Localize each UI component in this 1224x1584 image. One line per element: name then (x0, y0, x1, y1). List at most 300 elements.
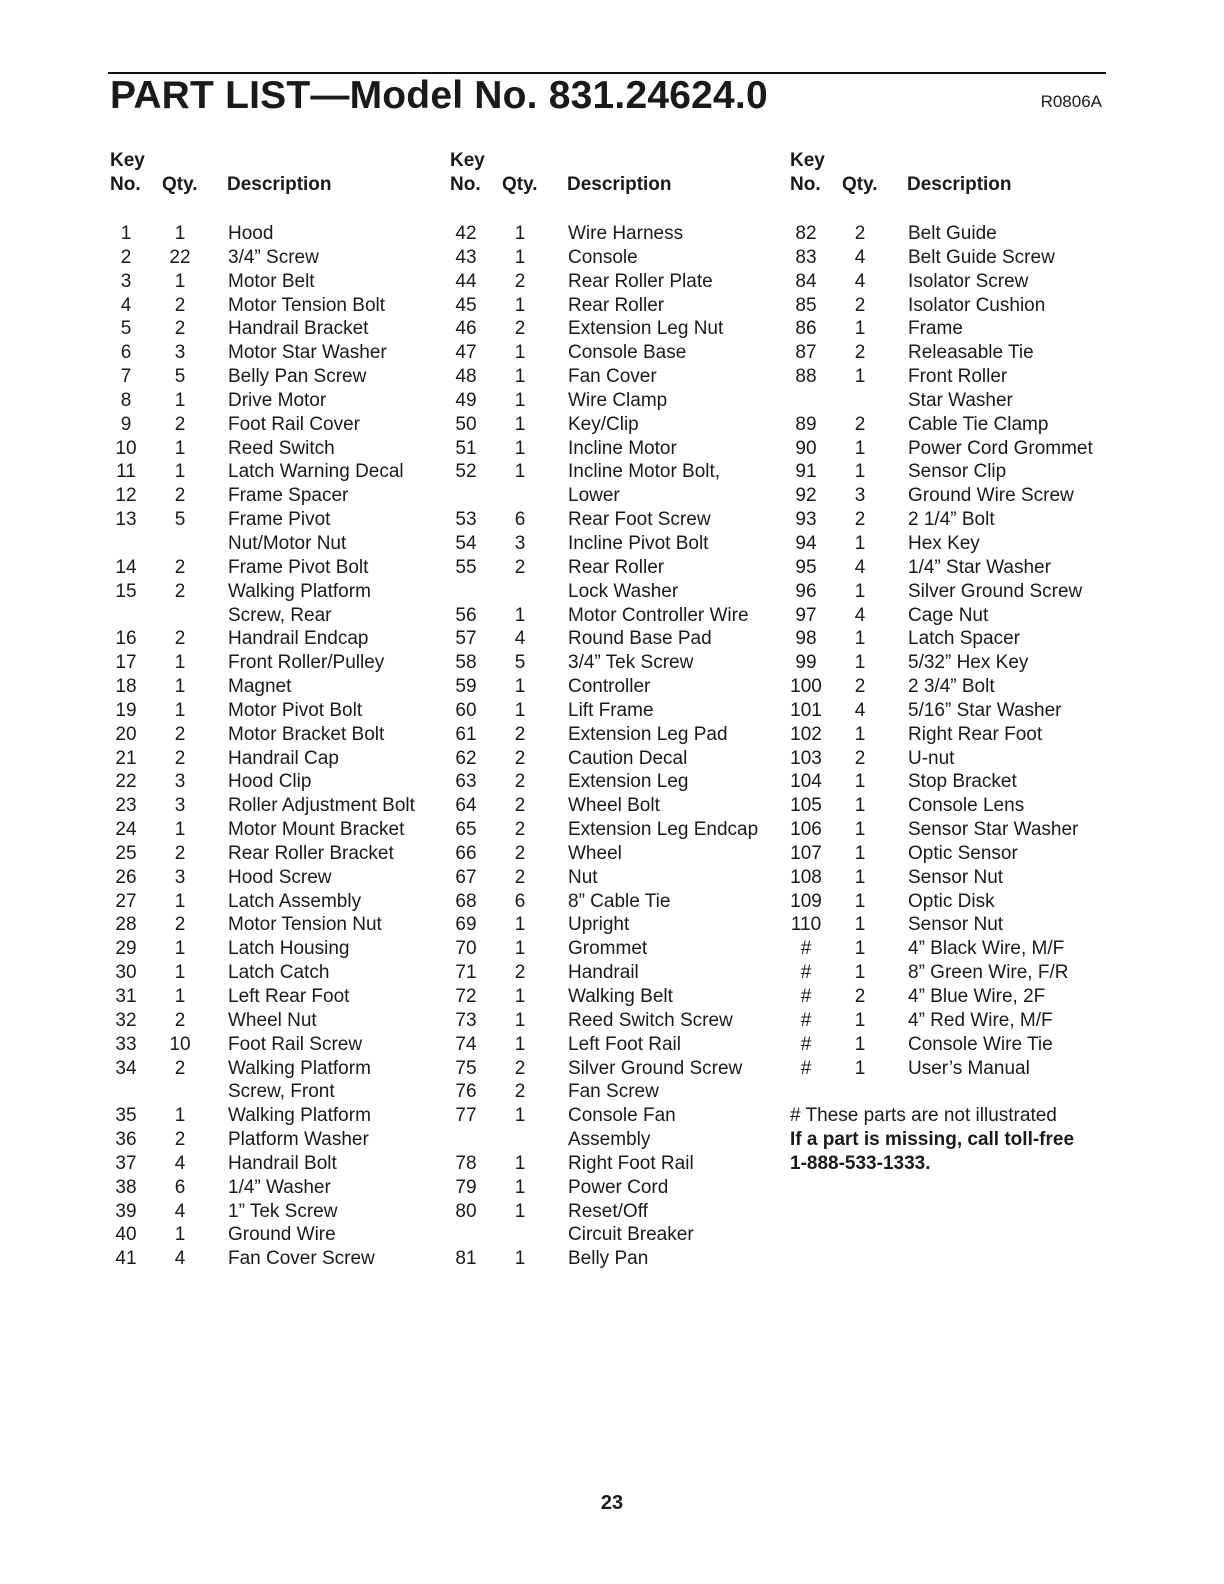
part-row (110, 1223, 440, 1247)
part-key-number: 21 (115, 747, 137, 769)
part-row (790, 365, 1120, 389)
part-row (450, 556, 780, 580)
part-description: 3/4” Screw (228, 246, 319, 268)
part-key-number: 83 (795, 246, 817, 268)
part-description: Right Foot Rail (568, 1152, 694, 1174)
header-key: Key (110, 150, 145, 171)
part-row (110, 1033, 440, 1057)
part-quantity: 1 (854, 1057, 866, 1079)
part-key-number: 37 (115, 1152, 137, 1174)
part-description: Extension Leg (568, 771, 689, 793)
part-row (790, 1009, 1120, 1033)
part-description: Assembly (568, 1129, 651, 1151)
part-row (450, 1176, 780, 1200)
part-quantity: 1 (854, 532, 866, 554)
part-description: 1/4” Washer (228, 1176, 331, 1198)
part-key-number: 22 (115, 771, 137, 793)
part-description: 1/4” Star Washer (908, 556, 1051, 578)
part-description: Frame (908, 318, 963, 340)
part-description: 8” Green Wire, F/R (908, 962, 1069, 984)
part-row (790, 532, 1120, 556)
part-description: Walking Platform (228, 1105, 371, 1127)
part-description: Latch Assembly (228, 890, 362, 912)
part-quantity: 1 (514, 699, 526, 721)
part-row (110, 484, 440, 508)
part-quantity: 1 (854, 1009, 866, 1031)
part-row (450, 651, 780, 675)
part-row (450, 699, 780, 723)
part-row (790, 341, 1120, 365)
part-quantity: 4 (854, 699, 866, 721)
part-key-number: 31 (115, 986, 137, 1007)
part-quantity: 1 (854, 819, 866, 841)
part-description: Rear Roller Plate (568, 270, 713, 292)
part-description: 4” Red Wire, M/F (908, 1009, 1053, 1031)
parts-column-2 (450, 150, 780, 1271)
part-row (450, 222, 780, 246)
part-quantity: 1 (174, 223, 186, 244)
part-description: Power Cord Grommet (908, 437, 1093, 459)
part-key-number: 1 (120, 223, 132, 244)
column-header (110, 150, 440, 222)
part-key-number: 3 (120, 270, 132, 292)
part-key-number: 78 (455, 1152, 477, 1174)
part-quantity: 2 (174, 1009, 186, 1031)
part-key-number: 54 (455, 532, 477, 554)
header-description: Description (907, 174, 1012, 195)
part-description: Sensor Nut (908, 866, 1004, 888)
header-no: No. (110, 174, 141, 195)
part-description: Sensor Nut (908, 914, 1004, 936)
part-description: Extension Leg Nut (568, 318, 724, 340)
part-key-number: 89 (795, 413, 817, 435)
part-key-number: 63 (455, 771, 477, 793)
part-row (110, 651, 440, 675)
part-row (450, 842, 780, 866)
part-row (450, 1247, 780, 1271)
part-key-number: 94 (795, 532, 817, 554)
part-quantity: 1 (174, 986, 186, 1007)
part-description: Optic Disk (908, 890, 995, 912)
part-row (790, 580, 1120, 604)
part-description: Frame Pivot (228, 509, 331, 531)
part-row (450, 937, 780, 961)
part-key-number: 53 (455, 509, 477, 531)
part-quantity: 4 (174, 1152, 186, 1174)
part-row (450, 1009, 780, 1033)
part-description: Handrail Endcap (228, 628, 369, 650)
part-quantity: 22 (169, 246, 191, 268)
part-row (450, 1200, 780, 1224)
part-row (450, 389, 780, 413)
part-key-number: 108 (790, 866, 822, 888)
part-description: 2 1/4” Bolt (908, 509, 995, 531)
part-quantity: 2 (854, 509, 866, 531)
part-description: Front Roller (908, 366, 1008, 388)
column-header (450, 150, 780, 222)
part-row (110, 437, 440, 461)
part-quantity: 3 (514, 532, 526, 554)
part-quantity: 2 (174, 1129, 186, 1151)
part-key-number: 81 (455, 1248, 477, 1270)
part-row (450, 317, 780, 341)
part-key-number: 27 (115, 890, 137, 912)
part-row (790, 651, 1120, 675)
part-row (110, 1247, 440, 1271)
part-key-number: 58 (455, 652, 477, 674)
part-key-number: 56 (455, 604, 477, 626)
part-quantity: 1 (514, 437, 526, 459)
part-quantity: 1 (514, 986, 526, 1007)
part-key-number: 75 (455, 1057, 477, 1079)
part-row (110, 532, 440, 556)
header-key: Key (790, 150, 825, 171)
part-key-number: 85 (795, 294, 817, 316)
part-description: Frame Spacer (228, 485, 349, 507)
part-row (450, 460, 780, 484)
part-row (790, 484, 1120, 508)
part-quantity: 2 (174, 842, 186, 864)
part-row (790, 1033, 1120, 1057)
part-quantity: 2 (174, 747, 186, 769)
part-key-number: # (800, 938, 812, 960)
part-quantity: 2 (854, 676, 866, 698)
part-key-number: 10 (115, 437, 137, 459)
part-key-number: 95 (795, 556, 817, 578)
part-key-number: 8 (120, 389, 132, 411)
part-key-number: 74 (455, 1033, 477, 1055)
part-description: Incline Motor (568, 437, 677, 459)
part-description: Ground Wire Screw (908, 485, 1074, 507)
part-row (790, 1057, 1120, 1081)
part-key-number: 104 (790, 771, 822, 793)
part-description: Console Base (568, 342, 687, 364)
part-quantity: 1 (854, 723, 866, 745)
part-key-number: 52 (455, 461, 477, 483)
part-quantity: 1 (174, 890, 186, 912)
part-key-number: 61 (455, 723, 477, 745)
part-key-number: 107 (790, 842, 822, 864)
part-row (790, 890, 1120, 914)
part-key-number: # (800, 1033, 812, 1055)
part-description: Roller Adjustment Bolt (228, 795, 415, 817)
part-description: Latch Warning Decal (228, 461, 404, 483)
part-row (790, 985, 1120, 1009)
part-quantity: 1 (174, 1105, 186, 1127)
part-quantity: 1 (854, 866, 866, 888)
part-quantity: 1 (514, 223, 526, 244)
part-key-number: 65 (455, 819, 477, 841)
part-description: Hood (228, 223, 274, 244)
part-quantity: 1 (854, 962, 866, 984)
part-row (790, 508, 1120, 532)
part-key-number: 87 (795, 342, 817, 364)
part-key-number: 39 (115, 1200, 137, 1222)
part-description: Lower (568, 485, 620, 507)
part-description: Optic Sensor (908, 842, 1018, 864)
part-row (110, 1009, 440, 1033)
part-row (110, 222, 440, 246)
part-row (110, 508, 440, 532)
part-row (110, 270, 440, 294)
part-quantity: 1 (854, 842, 866, 864)
part-row (790, 866, 1120, 890)
part-description: Circuit Breaker (568, 1224, 694, 1246)
part-quantity: 6 (174, 1176, 186, 1198)
part-quantity: 1 (514, 914, 526, 936)
part-key-number: 4 (120, 294, 132, 316)
part-quantity: 4 (514, 628, 526, 650)
part-key-number: 70 (455, 938, 477, 960)
part-key-number: # (800, 1009, 812, 1031)
part-quantity: 1 (854, 771, 866, 793)
part-key-number: 38 (115, 1176, 137, 1198)
part-key-number: 103 (790, 747, 822, 769)
part-row (450, 294, 780, 318)
part-row (790, 246, 1120, 270)
part-description: Belly Pan (568, 1248, 649, 1270)
part-description: Nut (568, 866, 598, 888)
part-quantity: 1 (514, 1248, 526, 1270)
part-description: Screw, Front (228, 1081, 335, 1103)
part-description: 4” Blue Wire, 2F (908, 986, 1046, 1007)
part-quantity: 1 (514, 461, 526, 483)
part-quantity: 2 (514, 270, 526, 292)
part-row (790, 222, 1120, 246)
header-description: Description (567, 174, 672, 195)
part-quantity: 1 (854, 461, 866, 483)
part-row (110, 937, 440, 961)
part-description: Fan Cover Screw (228, 1248, 375, 1270)
part-key-number: 25 (115, 842, 137, 864)
part-key-number: 16 (115, 628, 137, 650)
part-row (110, 317, 440, 341)
part-quantity: 5 (174, 509, 186, 531)
part-row (450, 365, 780, 389)
part-key-number: # (800, 986, 812, 1007)
part-description: Hood Clip (228, 771, 312, 793)
part-description: Platform Washer (228, 1129, 369, 1151)
part-row (790, 460, 1120, 484)
part-quantity: 1 (174, 652, 186, 674)
part-row (790, 437, 1120, 461)
part-quantity: 1 (854, 938, 866, 960)
part-row (110, 890, 440, 914)
part-description: Walking Platform (228, 1057, 371, 1079)
part-key-number: 96 (795, 580, 817, 602)
part-key-number: 98 (795, 628, 817, 650)
part-quantity: 2 (514, 1057, 526, 1079)
part-row (110, 556, 440, 580)
page-title: PART LIST—Model No. 831.24624.0 (110, 74, 768, 117)
part-description: Frame Pivot Bolt (228, 556, 369, 578)
part-key-number: 105 (790, 795, 822, 817)
part-quantity: 1 (514, 1033, 526, 1055)
part-description: Belt Guide (908, 223, 997, 244)
part-row (450, 580, 780, 604)
part-quantity: 10 (169, 1033, 191, 1055)
part-row (110, 1080, 440, 1104)
part-quantity: 1 (514, 1009, 526, 1031)
part-quantity: 1 (174, 819, 186, 841)
part-key-number: 18 (115, 676, 137, 698)
part-description: Motor Star Washer (228, 342, 387, 364)
part-key-number: 73 (455, 1009, 477, 1031)
part-quantity: 2 (514, 795, 526, 817)
part-key-number: 88 (795, 366, 817, 388)
part-description: Incline Motor Bolt, (568, 461, 721, 483)
part-key-number: 57 (455, 628, 477, 650)
part-description: Stop Bracket (908, 771, 1017, 793)
part-row (450, 770, 780, 794)
part-row (110, 627, 440, 651)
part-description: Screw, Rear (228, 604, 332, 626)
part-row (450, 675, 780, 699)
part-quantity: 1 (514, 413, 526, 435)
part-row (110, 818, 440, 842)
part-row (450, 985, 780, 1009)
part-key-number: 35 (115, 1105, 137, 1127)
part-quantity: 1 (514, 389, 526, 411)
part-quantity: 2 (514, 723, 526, 745)
part-description: Lift Frame (568, 699, 654, 721)
part-quantity: 2 (174, 294, 186, 316)
part-key-number: 33 (115, 1033, 137, 1055)
part-description: Right Rear Foot (908, 723, 1043, 745)
part-row (790, 413, 1120, 437)
page-number: 23 (600, 1492, 624, 1514)
part-row (110, 580, 440, 604)
part-row (110, 866, 440, 890)
part-key-number: 40 (115, 1224, 137, 1246)
part-row (790, 270, 1120, 294)
part-description: Motor Bracket Bolt (228, 723, 385, 745)
missing-part-note: If a part is missing, call toll-free (790, 1129, 1075, 1151)
part-row (110, 842, 440, 866)
part-quantity: 2 (174, 318, 186, 340)
part-row (110, 1176, 440, 1200)
part-description: Hood Screw (228, 866, 332, 888)
part-quantity: 1 (514, 938, 526, 960)
part-key-number: 23 (115, 795, 137, 817)
part-quantity: 2 (514, 866, 526, 888)
part-quantity: 2 (174, 413, 186, 435)
part-description: Belly Pan Screw (228, 366, 367, 388)
part-key-number: 14 (115, 556, 137, 578)
part-description: Rear Roller Bracket (228, 842, 394, 864)
part-description: Handrail (568, 962, 639, 984)
part-description: Silver Ground Screw (568, 1057, 743, 1079)
part-key-number: 77 (455, 1105, 477, 1127)
part-row (450, 890, 780, 914)
part-quantity: 4 (854, 270, 866, 292)
part-description: Fan Screw (568, 1081, 659, 1103)
part-quantity: 1 (174, 270, 186, 292)
part-description: Wire Harness (568, 223, 684, 244)
header-no: No. (790, 174, 821, 195)
part-quantity: 1 (514, 604, 526, 626)
part-key-number: 20 (115, 723, 137, 745)
part-quantity: 4 (854, 604, 866, 626)
part-description: 4” Black Wire, M/F (908, 938, 1065, 960)
part-key-number: 99 (795, 652, 817, 674)
part-key-number: 84 (795, 270, 817, 292)
part-row (450, 913, 780, 937)
part-quantity: 1 (514, 1176, 526, 1198)
part-key-number: 67 (455, 866, 477, 888)
part-row (110, 723, 440, 747)
part-row (450, 1104, 780, 1128)
part-key-number: 13 (115, 509, 137, 531)
part-description: Lock Washer (568, 580, 679, 602)
part-key-number: 92 (795, 485, 817, 507)
part-row (110, 413, 440, 437)
part-quantity: 1 (854, 628, 866, 650)
part-quantity: 1 (854, 914, 866, 936)
part-row (790, 294, 1120, 318)
part-description: Belt Guide Screw (908, 246, 1055, 268)
part-quantity: 1 (514, 676, 526, 698)
part-description: Nut/Motor Nut (228, 532, 347, 554)
part-key-number: 79 (455, 1176, 477, 1198)
part-key-number: 80 (455, 1200, 477, 1222)
part-quantity: 1 (174, 962, 186, 984)
part-quantity: 2 (174, 1057, 186, 1079)
header-qty: Qty. (502, 174, 538, 195)
part-quantity: 1 (514, 342, 526, 364)
part-quantity: 1 (174, 437, 186, 459)
not-illustrated-note: # These parts are not illustrated (790, 1105, 1057, 1127)
part-quantity: 4 (174, 1248, 186, 1270)
part-quantity: 1 (854, 437, 866, 459)
part-row (450, 961, 780, 985)
part-row (790, 675, 1120, 699)
part-key-number: 62 (455, 747, 477, 769)
part-description: Motor Tension Nut (228, 914, 382, 936)
part-description: Releasable Tie (908, 342, 1034, 364)
part-description: Wheel (568, 842, 622, 864)
part-row (450, 437, 780, 461)
part-key-number: 106 (790, 819, 822, 841)
part-row (790, 961, 1120, 985)
part-key-number: 46 (455, 318, 477, 340)
part-description: Isolator Cushion (908, 294, 1046, 316)
part-key-number: 55 (455, 556, 477, 578)
part-quantity: 2 (514, 771, 526, 793)
part-description: Latch Catch (228, 962, 330, 984)
part-key-number: 50 (455, 413, 477, 435)
part-key-number: 90 (795, 437, 817, 459)
header-no: No. (450, 174, 481, 195)
part-quantity: 1 (514, 1152, 526, 1174)
part-key-number: 15 (115, 580, 137, 602)
phone-number: 1-888-533-1333. (790, 1153, 931, 1175)
part-quantity: 2 (174, 485, 186, 507)
part-description: Handrail Bolt (228, 1152, 337, 1174)
part-row (110, 389, 440, 413)
document-code: R0806A (1040, 92, 1102, 111)
part-quantity: 6 (514, 509, 526, 531)
part-row (110, 913, 440, 937)
part-description: Incline Pivot Bolt (568, 532, 709, 554)
part-key-number: 34 (115, 1057, 137, 1079)
part-row (110, 460, 440, 484)
part-row (450, 818, 780, 842)
part-description: Wheel Nut (228, 1009, 317, 1031)
part-key-number: 69 (455, 914, 477, 936)
part-description: Left Foot Rail (568, 1033, 681, 1055)
part-quantity: 2 (514, 318, 526, 340)
